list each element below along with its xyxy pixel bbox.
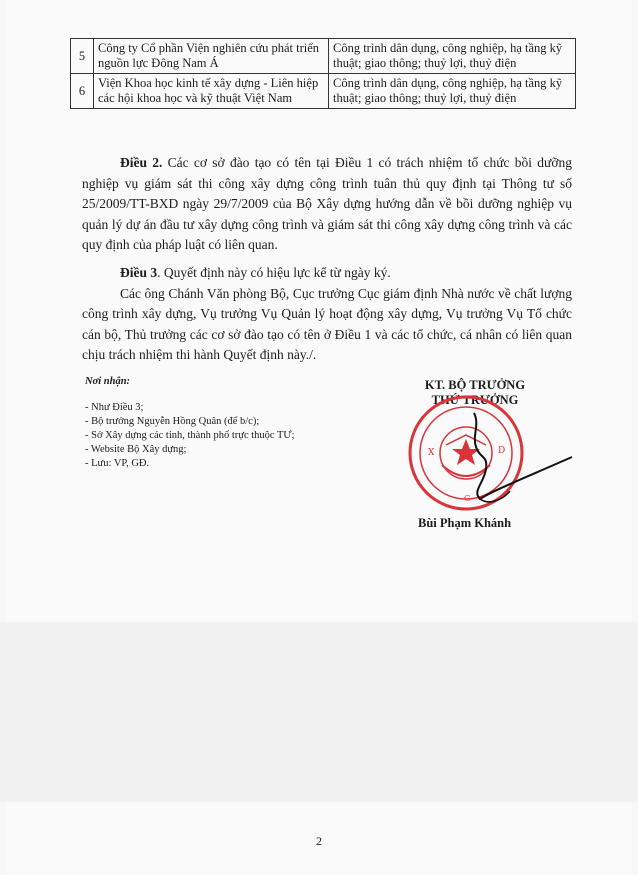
training-scope: Công trình dân dụng, công nghiệp, hạ tầng kỹ thuật; giao thông; thuỷ lợi, thuỷ điện — [329, 74, 576, 109]
table-row — [71, 39, 576, 74]
row-number: 5 — [71, 39, 94, 74]
article-3 — [82, 263, 572, 366]
svg-text:X: X — [428, 448, 435, 458]
training-scope: Công trình dân dụng, công nghiệp, hạ tầng kỹ thuật; giao thông; thuỷ lợi, thuỷ điện — [329, 39, 576, 74]
scan-shading — [0, 622, 638, 802]
recipient-item: - Website Bộ Xây dựng; — [85, 444, 187, 455]
table-row — [71, 74, 576, 109]
recipient-item: - Lưu: VP, GĐ. — [85, 458, 150, 469]
recipient-item: - Sở Xây dựng các tỉnh, thành phố trực thuộc TƯ; — [85, 430, 295, 441]
signer-name: Bùi Phạm Khánh — [418, 516, 512, 530]
recipients-block — [85, 375, 294, 471]
svg-text:D: D — [498, 446, 506, 456]
signature-line-1: KT. BỘ TRƯỞNG — [424, 378, 526, 392]
signature-line-2: THỨ TRƯỞNG — [431, 393, 519, 407]
article-2-label: Điều 2. — [120, 155, 163, 170]
recipients-heading: Nơi nhận: — [85, 376, 131, 387]
article-2 — [82, 153, 572, 256]
article-3-label: Điều 3 — [120, 265, 158, 280]
recipient-item: - Bộ trưởng Nguyễn Hồng Quân (để b/c); — [85, 416, 260, 427]
institution-name: Viện Khoa học kinh tế xây dựng - Liên hiệp các hội khoa học và kỹ thuật Việt Nam — [94, 74, 329, 109]
article-3-text: . Quyết định này có hiệu lực kể từ ngày ký. — [157, 265, 391, 280]
article-3-responsibility: Các ông Chánh Văn phòng Bộ, Cục trưởng Cục giám định Nhà nước về chất lượng công trình xây dựng, Vụ trưởng Vụ Quản lý hoạt động xây dựng, Vụ trưởng Vụ Tổ chức cán bộ, Thủ trưởng các cơ sở đào tạo có tên ở Điều 1 và các tổ chức, cá nhân có liên quan chịu trách nhiệm thi hành Quyết định này./. — [82, 285, 572, 362]
recipient-item: - Như Điều 3; — [85, 402, 144, 413]
article-2-text: Các cơ sở đào tạo có tên tại Điều 1 có trách nhiệm tổ chức bồi dưỡng nghiệp vụ giám sát thi công xây dựng công trình tuân thủ quy định tại Thông tư số 25/2009/TT-BXD ngày 29/7/2009 của Bộ Xây dựng hướng dẫn về bồi dưỡng nghiệp vụ quản lý dự án đầu tư xây dựng công trình và giám sát thi công xây dựng công trình và các quy định của pháp luật có liên quan. — [82, 155, 572, 252]
training-institutions-table — [70, 38, 576, 109]
official-seal-with-signature — [402, 395, 577, 520]
row-number: 6 — [71, 74, 94, 109]
svg-text:G: G — [464, 494, 471, 503]
institution-name: Công ty Cổ phần Viện nghiên cứu phát triển nguồn lực Đông Nam Á — [94, 39, 329, 74]
page-number: 2 — [316, 834, 322, 848]
